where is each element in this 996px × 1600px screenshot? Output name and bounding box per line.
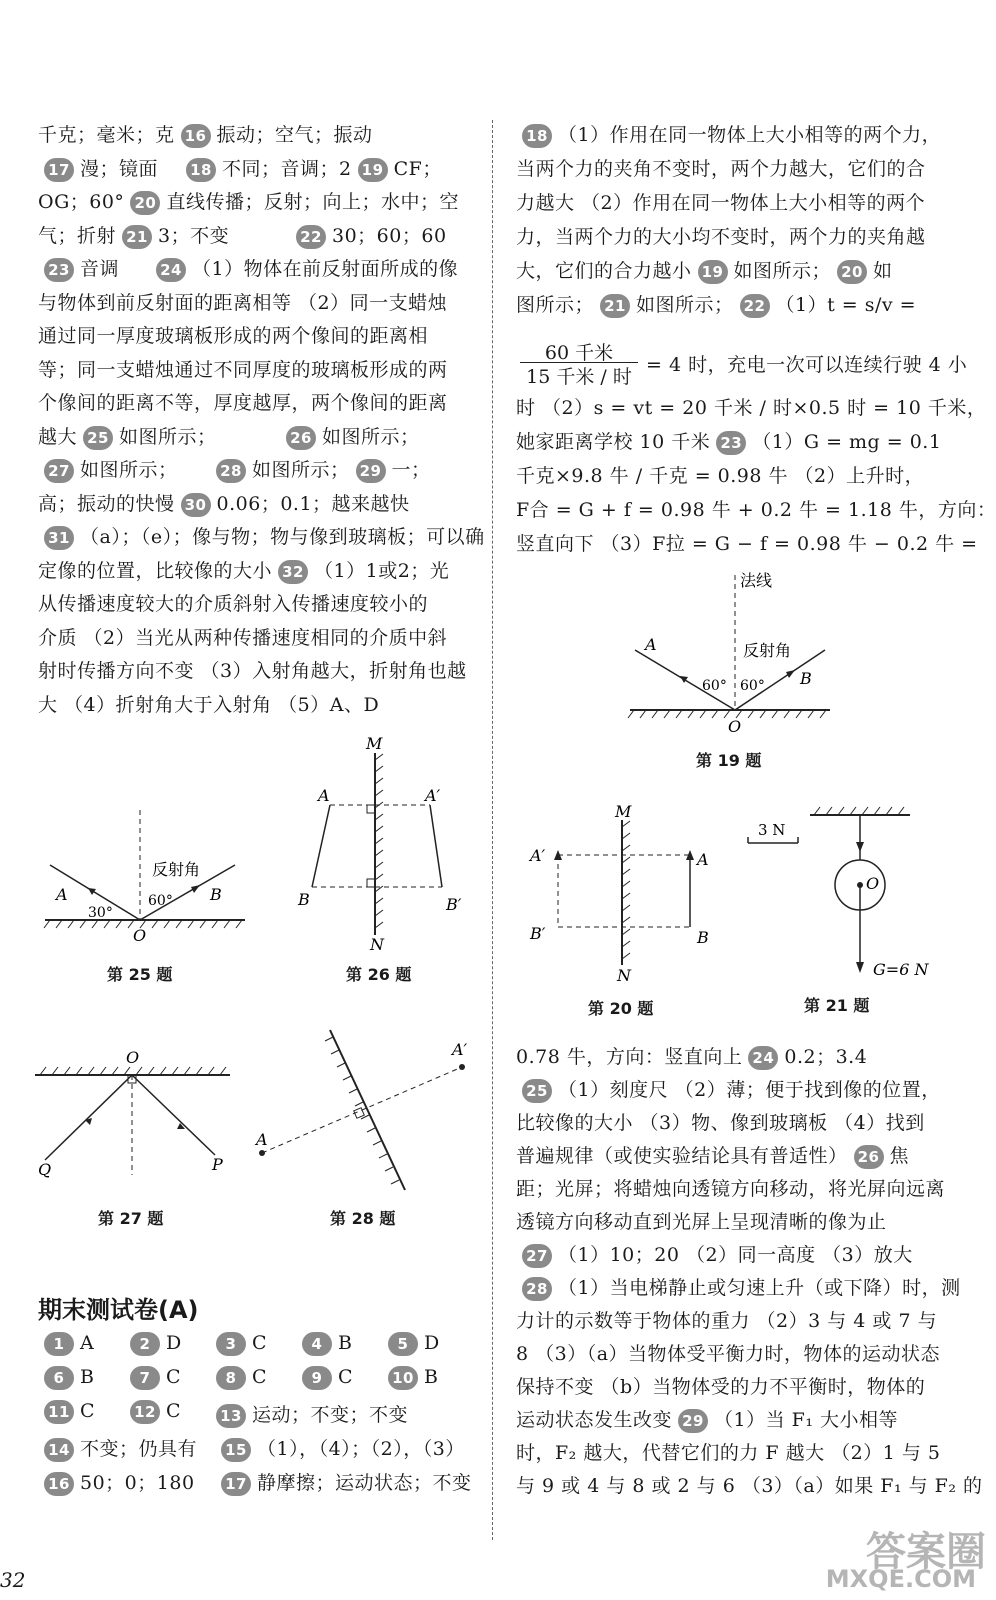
text-line: [516, 1207, 887, 1234]
text-line: [38, 321, 428, 348]
text-line: [516, 1339, 940, 1366]
question-number-badge: 18: [186, 158, 216, 182]
answer-text: 如图所示；: [80, 459, 178, 481]
question-number-badge: 32: [278, 560, 308, 584]
answer-item: [215, 1434, 465, 1462]
answer-item: [382, 1366, 438, 1390]
answer-text: D: [424, 1332, 440, 1354]
question-number-badge: 13: [216, 1404, 246, 1428]
text-line: [38, 120, 373, 148]
line-text: 力，当两个力的大小均不变时，两个力的夹角越: [516, 226, 926, 248]
label-M: M: [615, 805, 632, 821]
diagram-q19: [620, 570, 840, 740]
line-text: 比较像的大小 （3）物、像到玻璃板 （4）找到: [516, 1112, 925, 1134]
caption-q19: 第 19 题: [696, 751, 762, 770]
question-number-badge: 11: [44, 1400, 74, 1424]
line-text: 大 （4）折射角大于入射角 （5）A、D: [38, 693, 380, 716]
line-text: 定像的位置，比较像的大小: [38, 559, 273, 582]
line-text: 力越大 （2）作用在同一物体上大小相等的两个: [516, 192, 926, 214]
label-Q: Q: [38, 1160, 52, 1179]
answer-text: （1）当电梯静止或匀速上升（或下降）时，测: [558, 1277, 961, 1299]
question-number-badge: 24: [748, 1046, 778, 1070]
answer-text: （1）物体在前反射面所成的像: [192, 258, 459, 280]
diagram-q26: [297, 735, 462, 954]
answer-text: （1），（4）；（2），（3）: [257, 1438, 465, 1460]
line-text: 透镜方向移动直到光屏上呈现清晰的像为止: [516, 1211, 887, 1233]
fraction-denominator: 15 千米 / 时: [526, 366, 632, 388]
diagram-q27: [35, 1048, 230, 1179]
column-divider: [492, 120, 493, 1540]
line-text: 射时传播方向不变 （3）入射角越大，折射角也越: [38, 660, 467, 682]
label-A-prime: A′: [452, 1040, 468, 1059]
text-line: [38, 288, 447, 315]
answer-text: 焦: [889, 1145, 910, 1167]
answer-text: （1）t = s/v =: [775, 294, 917, 316]
label-A: A: [56, 885, 68, 904]
answer-text: C: [166, 1366, 182, 1388]
line-text: 运动状态发生改变: [516, 1409, 673, 1431]
label-B: B: [298, 890, 310, 909]
text-line: [516, 1075, 941, 1103]
diagrams-27-28: [30, 1025, 480, 1200]
diagrams-25-26: [30, 735, 470, 995]
label-N: N: [370, 935, 384, 954]
answer-item: [210, 1332, 267, 1356]
text-line: [516, 1372, 925, 1399]
answer-text: 音调: [80, 258, 120, 280]
answer-text: 如图所示；: [636, 294, 734, 316]
answer-text: D: [166, 1332, 182, 1354]
text-line: [516, 1240, 913, 1268]
question-number-badge: 9: [302, 1366, 332, 1390]
text-line: [516, 1471, 983, 1498]
text-line: [38, 187, 459, 215]
answer-item: [38, 1366, 94, 1390]
question-number-badge: 29: [678, 1409, 708, 1433]
label-B: B: [210, 885, 222, 904]
answer-text: 不同；音调；2: [222, 157, 352, 180]
question-number-badge: 27: [44, 459, 74, 483]
question-number-badge: 12: [130, 1400, 160, 1424]
text-line: [516, 120, 941, 148]
text-line: [516, 222, 926, 249]
question-number-badge: 16: [181, 124, 211, 148]
line-text: 图所示；: [516, 294, 595, 316]
label-N: N: [617, 966, 631, 985]
exam-title: 期末测试卷(A): [38, 1296, 199, 1324]
label-A-prime: A′: [425, 786, 441, 805]
question-number-badge: 21: [600, 294, 630, 318]
line-text: 大，它们的合力越小: [516, 260, 692, 282]
text-line: [38, 154, 158, 182]
answer-text: B: [80, 1366, 95, 1388]
label-O: O: [126, 1048, 140, 1067]
diagram-q28: [254, 1030, 468, 1190]
caption-q20: 第 20 题: [588, 999, 654, 1018]
answer-text: （1）10；20 （2）同一高度 （3）放大: [558, 1244, 913, 1266]
text-line: [180, 154, 442, 182]
text-line: [38, 556, 449, 584]
question-number-badge: 24: [156, 258, 186, 282]
label-O: O: [866, 874, 880, 893]
label-B-prime: B′: [446, 895, 462, 914]
label-A: A: [697, 850, 709, 869]
text-line: [38, 589, 428, 616]
text-line: [38, 489, 410, 517]
text-line: [516, 495, 996, 522]
text-line: [38, 355, 448, 382]
answer-item: [38, 1468, 195, 1496]
answer-item: [124, 1400, 181, 1424]
watermark-url: MXQE.COM: [825, 1565, 976, 1593]
answer-text: 如图所示；: [322, 425, 420, 448]
text-line: [210, 455, 431, 483]
line-text: 个像间的距离不等，厚度越厚，两个像间的距离: [38, 392, 448, 414]
line-text: 通过同一厚度玻璃板形成的两个像间的距离相: [38, 325, 429, 347]
label-A: A: [645, 635, 657, 654]
question-number-badge: 7: [130, 1366, 160, 1390]
answer-text: （1）作用在同一物体上大小相等的两个力，: [558, 124, 942, 146]
label-B-prime: B′: [530, 924, 546, 943]
answer-item: [215, 1468, 472, 1496]
line-text: 力计的示数等于物体的重力 （2）3 与 4 或 7 与: [516, 1310, 938, 1332]
line-text: 保持不变 （b）当物体受的力不平衡时，物体的: [516, 1376, 926, 1398]
caption-q28: 第 28 题: [330, 1209, 396, 1228]
text-line: [516, 1306, 937, 1333]
fraction-after: = 4 时，充电一次可以连续行驶 4 小: [646, 354, 968, 376]
caption-q25: 第 25 题: [107, 965, 173, 984]
text-line: [516, 1438, 941, 1465]
caption-q21: 第 21 题: [804, 996, 870, 1015]
answer-text: C: [80, 1400, 96, 1422]
text-line: [516, 1174, 945, 1201]
label-O: O: [133, 926, 147, 945]
diagram-q21: [740, 805, 940, 985]
answer-item: [382, 1332, 440, 1356]
line-text: 她家距离学校 10 千米: [516, 431, 711, 453]
answer-item: [38, 1400, 95, 1424]
line-text: 等；同一支蜡烛通过不同厚度的玻璃板形成的两: [38, 358, 448, 381]
text-line: [38, 690, 379, 717]
answer-text: 如图所示；: [252, 459, 350, 481]
line-text: F合 = G + f = 0.98 牛 + 0.2 牛 = 1.18 牛，方向：: [516, 499, 996, 521]
angle-60-right: 60°: [740, 678, 765, 694]
answer-item: [38, 1434, 197, 1462]
answer-text: C: [166, 1400, 182, 1422]
text-line: [516, 256, 893, 284]
question-number-badge: 23: [44, 258, 74, 282]
label-G6N: G=6 N: [873, 960, 929, 979]
line-text: 距；光屏；将蜡烛向透镜方向移动，将光屏向远离: [516, 1178, 946, 1200]
label-M: M: [366, 735, 383, 753]
question-number-badge: 1: [44, 1332, 74, 1356]
question-number-badge: 21: [122, 225, 152, 249]
answer-text: 运动；不变；不变: [252, 1404, 409, 1426]
text-line: [516, 529, 978, 556]
text-line: [38, 656, 467, 683]
text-line: [516, 1108, 925, 1135]
question-number-badge: 14: [44, 1438, 74, 1462]
answer-text: C: [338, 1366, 354, 1388]
answer-item: [38, 1332, 94, 1356]
line-text: 当两个力的夹角不变时，两个力越大，它们的合: [516, 158, 926, 180]
line-text: OG；60°: [38, 191, 125, 213]
answer-text: （1）当 F₁ 大小相等: [714, 1409, 898, 1431]
text-line: [38, 422, 217, 450]
question-number-badge: 22: [740, 294, 770, 318]
line-text: 与 9 或 4 与 8 或 2 与 6 （3）（a）如果 F₁ 与 F₂ 的: [516, 1475, 983, 1497]
question-number-badge: 19: [358, 158, 388, 182]
question-number-badge: 10: [388, 1366, 418, 1390]
answer-text: （1）G = mg = 0.1: [752, 431, 942, 453]
question-number-badge: 28: [522, 1277, 552, 1301]
text-line: [38, 254, 119, 282]
question-number-badge: 20: [837, 260, 867, 284]
line-text: 0.78 牛，方向：竖直向上: [516, 1046, 743, 1068]
question-number-badge: 8: [216, 1366, 246, 1390]
question-number-badge: 27: [522, 1244, 552, 1268]
label-fanshejiao: 反射角: [743, 641, 792, 660]
angle-60-left: 60°: [702, 678, 727, 694]
question-number-badge: 31: [44, 526, 74, 550]
answer-text: （a）；（e）；像与物；物与像到玻璃板；可以确: [80, 526, 485, 548]
answer-text: CF；: [393, 157, 442, 180]
answer-text: 30；60；60: [332, 224, 447, 247]
question-number-badge: 4: [302, 1332, 332, 1356]
question-number-badge: 17: [44, 158, 74, 182]
answer-text: 不变；仍具有: [80, 1438, 198, 1460]
text-line: [516, 461, 924, 488]
label-P: P: [212, 1155, 223, 1174]
question-number-badge: 5: [388, 1332, 418, 1356]
answer-item: [124, 1332, 182, 1356]
answer-text: A: [80, 1332, 95, 1354]
answer-item: [296, 1332, 352, 1356]
line-text: 越大: [38, 425, 78, 448]
text-line: [516, 1042, 867, 1070]
text-line: [38, 455, 178, 483]
label-scale-3N: 3 N: [758, 821, 786, 839]
question-number-badge: 6: [44, 1366, 74, 1390]
answer-item: [210, 1400, 408, 1428]
text-line: [516, 1405, 898, 1433]
text-line: [516, 393, 986, 420]
label-B: B: [697, 928, 709, 947]
answer-text: 振动；空气；振动: [216, 124, 373, 146]
line-text: 时 （2）s = vt = 20 千米 / 时×0.5 时 = 10 千米，: [516, 397, 987, 419]
text-line: [38, 388, 448, 415]
question-number-badge: 16: [44, 1472, 74, 1496]
page-number: 32: [0, 1568, 26, 1592]
answer-text: 3；不变: [158, 224, 230, 247]
answer-item: [296, 1366, 353, 1390]
line-text: 千克；毫米；克: [38, 124, 175, 146]
answer-text: 静摩擦；运动状态；不变: [257, 1472, 472, 1494]
angle-60-label: 60°: [148, 893, 173, 909]
question-number-badge: 3: [216, 1332, 246, 1356]
text-line: [516, 1273, 961, 1301]
line-text: 时，F₂ 越大，代替它们的力 F 越大 （2）1 与 5: [516, 1442, 941, 1464]
diagram-q20: [525, 805, 725, 985]
question-number-badge: 28: [216, 459, 246, 483]
question-number-badge: 26: [286, 426, 316, 450]
line-text: 竖直向下 （3）F拉 = G − f = 0.98 牛 − 0.2 牛 =: [516, 533, 978, 555]
answer-text: 如图所示；: [119, 425, 217, 448]
caption-q27: 第 27 题: [98, 1209, 164, 1228]
text-line: [516, 290, 916, 318]
answer-text: 如: [873, 260, 893, 282]
question-number-badge: 23: [716, 431, 746, 455]
line-text: 普遍规律（或使实验结论具有普适性）: [516, 1145, 848, 1167]
answer-item: [124, 1366, 181, 1390]
answer-item: [210, 1366, 267, 1390]
text-line: [38, 221, 229, 249]
answer-text: 漫；镜面: [80, 157, 159, 180]
question-number-badge: 30: [181, 493, 211, 517]
line-text: 介质 （2）当光从两种传播速度相同的介质中斜: [38, 626, 448, 649]
label-B: B: [800, 669, 812, 688]
answer-text: B: [424, 1366, 439, 1388]
label-A: A: [318, 786, 330, 805]
label-fanshejiao: 反射角: [152, 860, 201, 879]
label-faxian: 法线: [740, 571, 773, 590]
answer-text: C: [252, 1332, 268, 1354]
line-text: 与物体到前反射面的距离相等 （2）同一支蜡烛: [38, 291, 448, 314]
line-text: 从传播速度较大的介质斜射入传播速度较小的: [38, 593, 429, 615]
fraction-numerator: 60 千米: [544, 342, 614, 364]
question-number-badge: 15: [221, 1438, 251, 1462]
answer-text: 直线传播；反射；向上；水中；空: [166, 191, 459, 213]
answer-text: 0.2；3.4: [784, 1046, 868, 1068]
question-number-badge: 18: [522, 124, 552, 148]
question-number-badge: 25: [83, 426, 113, 450]
question-number-badge: 22: [296, 225, 326, 249]
line-text: 高；振动的快慢: [38, 492, 175, 515]
line-text: 气；折射: [38, 224, 117, 247]
question-number-badge: 17: [221, 1472, 251, 1496]
text-line: [516, 154, 926, 181]
angle-30-label: 30°: [88, 905, 113, 921]
label-A: A: [256, 1130, 268, 1149]
text-line: [280, 422, 420, 450]
diagram-q25: [44, 810, 245, 945]
text-line: [516, 427, 941, 455]
question-number-badge: 29: [356, 459, 386, 483]
answer-text: 一；: [391, 459, 431, 481]
question-number-badge: 20: [130, 191, 160, 215]
answer-text: 如图所示；: [733, 260, 832, 282]
text-line: [516, 188, 925, 215]
answer-text: （1）刻度尺 （2）薄；便于找到像的位置，: [558, 1079, 941, 1101]
text-line: [150, 254, 458, 282]
text-line: [38, 623, 447, 650]
question-number-badge: 26: [854, 1145, 884, 1169]
answer-text: C: [252, 1366, 268, 1388]
text-line: [290, 221, 447, 249]
line-text: 千克×9.8 牛 / 千克 = 0.98 牛 （2）上升时，: [516, 465, 925, 487]
label-A-prime: A′: [530, 846, 546, 865]
answer-text: B: [338, 1332, 353, 1354]
text-line: [516, 1141, 909, 1169]
question-number-badge: 25: [522, 1079, 552, 1103]
answer-text: 50；0；180: [80, 1472, 195, 1494]
question-number-badge: 19: [698, 260, 728, 284]
answer-text: 0.06；0.1；越来越快: [216, 492, 410, 515]
caption-q26: 第 26 题: [346, 965, 412, 984]
watermark-logo: 答案圈: [866, 1529, 986, 1575]
line-text: 8 （3）（a）当物体受平衡力时，物体的运动状态: [516, 1343, 941, 1365]
question-number-badge: 2: [130, 1332, 160, 1356]
label-O: O: [728, 717, 742, 736]
answer-text: （1）1或2；光: [314, 559, 450, 582]
text-line: [38, 522, 485, 550]
